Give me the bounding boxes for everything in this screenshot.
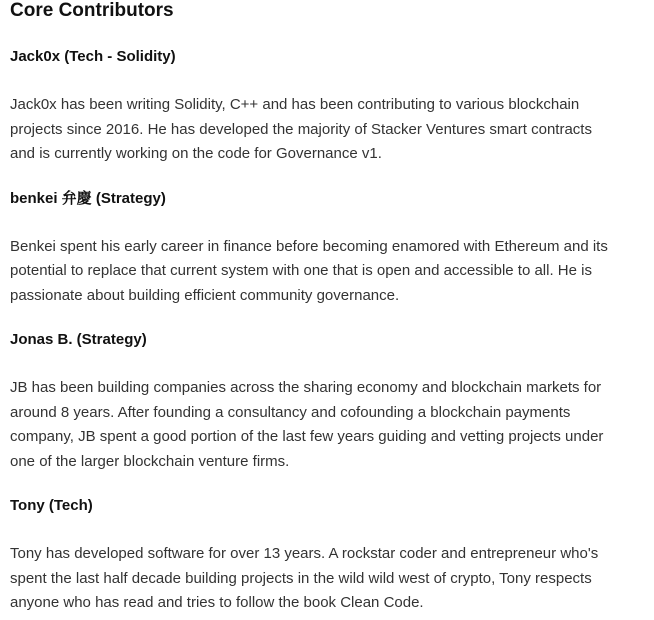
contributor-bio: Benkei spent his early career in finance before becoming enamored with Ethereum and its potential to replace that current system with one that is open and accessible to all. He is passionate about building efficient community governance. — [10, 237, 608, 304]
contributor-jack0x — [10, 47, 644, 167]
contributor-bio: Tony has developed software for over 13 years. A rockstar coder and entrepreneur who's spent the last half decade building projects in the wild wild west of crypto, Tony respects anyone who has read and tries to follow the book Clean Code. — [10, 545, 599, 611]
contributor-bio: Jack0x has been writing Solidity, C++ and has been contributing to various blockchain projects since 2016. He has developed the majority of Stacker Ventures smart contracts and is currently working on the code for Governance v1. — [10, 96, 592, 162]
contributor-name: Tony (Tech) — [10, 497, 93, 514]
contributor-bio: JB has been building companies across the sharing economy and blockchain markets for around 8 years. After founding a consultancy and cofounding a blockchain payments company, JB spent a good portion of the last few years guiding and vetting projects under one of the larger blockchain venture firms. — [10, 379, 604, 470]
contributor-benkei — [10, 189, 644, 309]
section-title: Core Contributors — [10, 0, 174, 21]
section-header — [10, 0, 644, 22]
contributor-name: benkei 弁慶 (Strategy) — [10, 189, 166, 207]
contributor-jonas-b — [10, 330, 644, 474]
contributor-tony — [10, 496, 644, 616]
contributor-name: Jonas B. (Strategy) — [10, 331, 147, 348]
contributor-name: Jack0x (Tech - Solidity) — [10, 48, 176, 65]
